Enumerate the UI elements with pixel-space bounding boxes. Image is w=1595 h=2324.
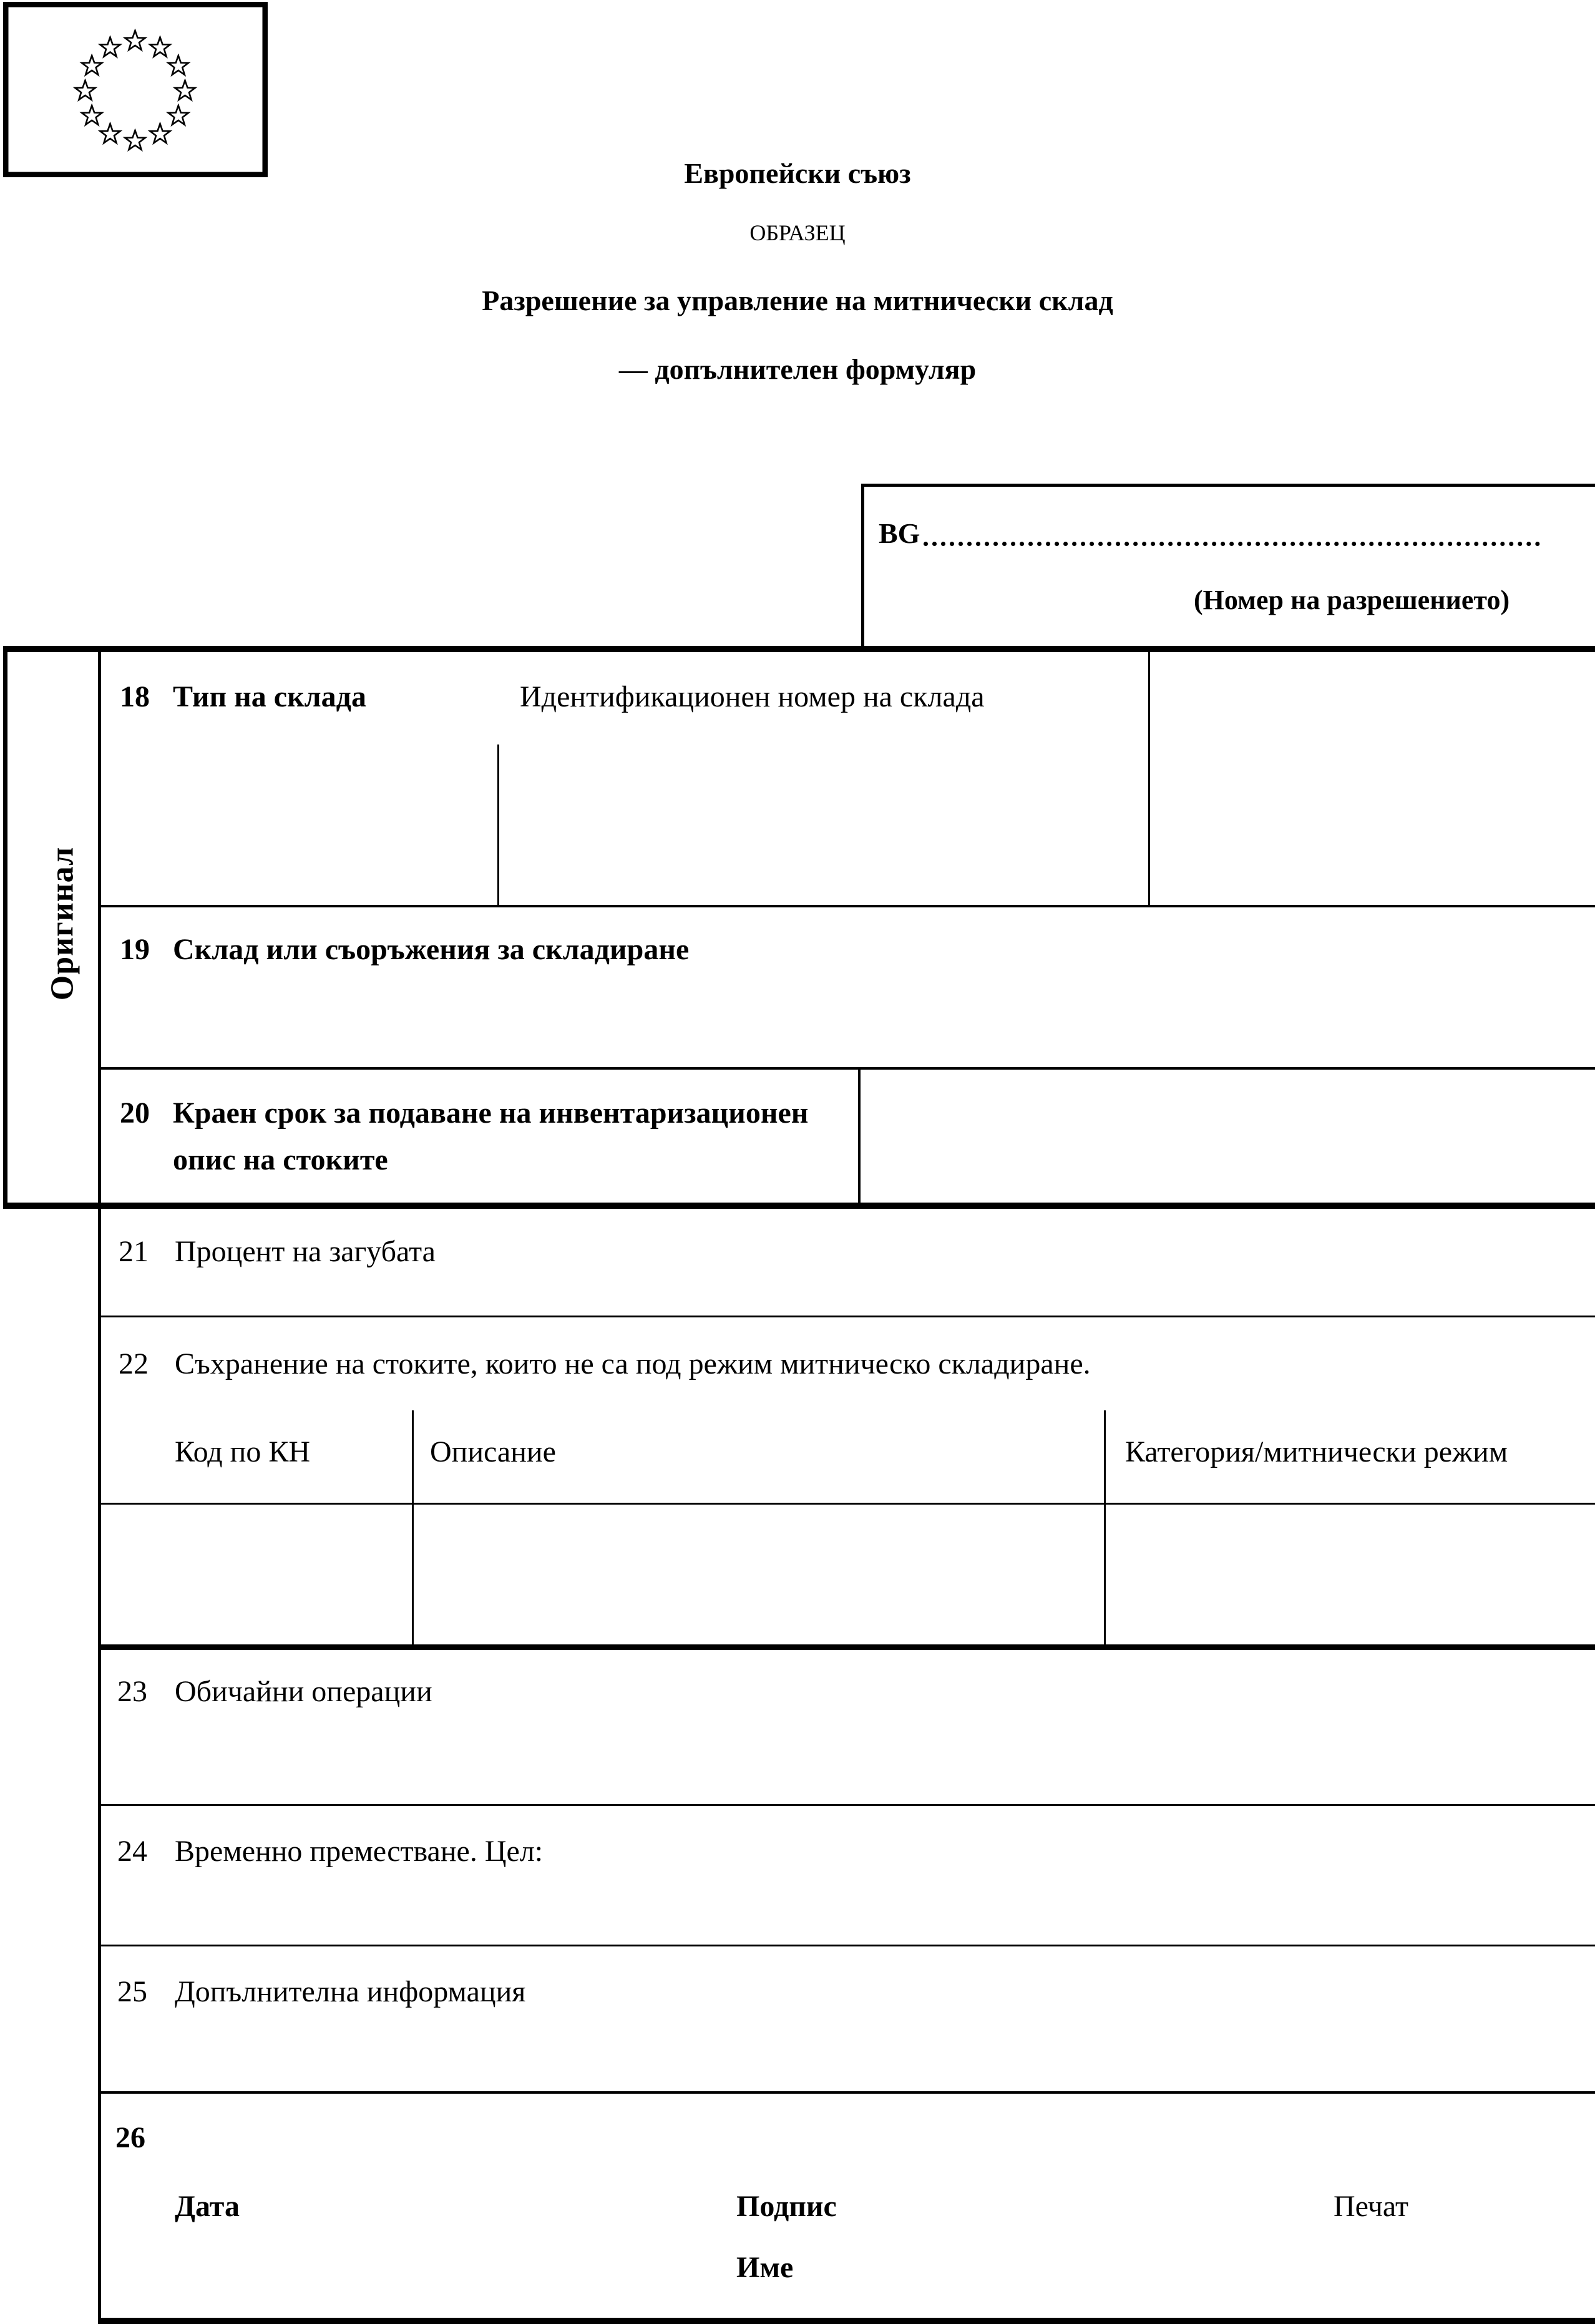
- org-title: Европейски съюз: [684, 157, 911, 189]
- field22-col2-divider: [1104, 1410, 1106, 1647]
- field-label: Тип на склада: [173, 680, 366, 713]
- table-left-border: [98, 646, 101, 2324]
- field18-right-divider: [1148, 652, 1150, 905]
- column-header-description: Описание: [430, 1435, 556, 1468]
- country-code: BG: [879, 517, 920, 549]
- row-19-20-divider: [98, 1067, 1595, 1070]
- date-label: Дата: [175, 2190, 240, 2223]
- field-number: 23: [117, 1675, 147, 1708]
- row-20-21-thick-divider: [3, 1203, 1595, 1209]
- field-sublabel: Идентификационен номер на склада: [520, 680, 985, 713]
- specimen-label: ОБРАЗЕЦ: [749, 220, 846, 245]
- field-number: 24: [117, 1835, 147, 1868]
- field-number: 18: [120, 680, 150, 713]
- signature-label: Подпис: [736, 2190, 837, 2223]
- row-21-22-divider: [98, 1316, 1595, 1317]
- field-label: Обичайни операции: [175, 1675, 432, 1708]
- table-bottom-border: [98, 2318, 1595, 2324]
- field-label: Процент на загубата: [175, 1235, 436, 1268]
- field-number: 22: [119, 1347, 149, 1380]
- row-24-25-divider: [98, 1945, 1595, 1946]
- sidebar-original-label: Оригинал: [44, 846, 80, 1001]
- field-label: опис на стоките: [173, 1143, 388, 1176]
- field-number: 20: [120, 1096, 150, 1130]
- authorization-number-caption: (Номер на разрешението): [1194, 585, 1510, 615]
- column-header-category: Категория/митнически режим: [1125, 1435, 1508, 1468]
- field-label: Съхранение на стоките, които не са под режим митническо складиране.: [175, 1347, 1091, 1380]
- field-number: 21: [119, 1235, 149, 1268]
- field-label: Временно преместване. Цел:: [175, 1835, 544, 1868]
- doc-title: Разрешение за управление на митнически склад: [482, 285, 1113, 316]
- row-25-26-divider: [98, 2091, 1595, 2094]
- doc-subtitle: — допълнителен формуляр: [618, 353, 977, 385]
- table-top-border: [3, 646, 1595, 652]
- field18-inner-divider: [497, 745, 499, 905]
- auth-box-left-border: [861, 484, 864, 649]
- field22-col1-divider: [412, 1410, 414, 1647]
- row-23-24-divider: [98, 1804, 1595, 1806]
- field20-inner-divider: [858, 1067, 861, 1206]
- column-header-cn-code: Код по КН: [175, 1435, 311, 1468]
- field-number: 25: [117, 1975, 147, 2008]
- eu-flag: [3, 2, 268, 177]
- field-label: Краен срок за подаване на инвентаризационен: [173, 1096, 809, 1130]
- auth-box-top-border: [861, 484, 1595, 487]
- field-label: Допълнителна информация: [175, 1975, 526, 2008]
- field22-header-underline: [98, 1503, 1595, 1505]
- field-number: 26: [115, 2121, 145, 2154]
- name-label: Име: [736, 2251, 794, 2284]
- field-label: Склад или съоръжения за складиране: [173, 933, 690, 966]
- field-number: 19: [120, 933, 150, 966]
- authorization-number-dotted-line: [924, 507, 1540, 546]
- stamp-label: Печат: [1334, 2190, 1408, 2223]
- sidebar-left-border: [3, 646, 7, 1209]
- row-22-23-thick-divider: [98, 1644, 1595, 1650]
- row-18-19-divider: [98, 905, 1595, 907]
